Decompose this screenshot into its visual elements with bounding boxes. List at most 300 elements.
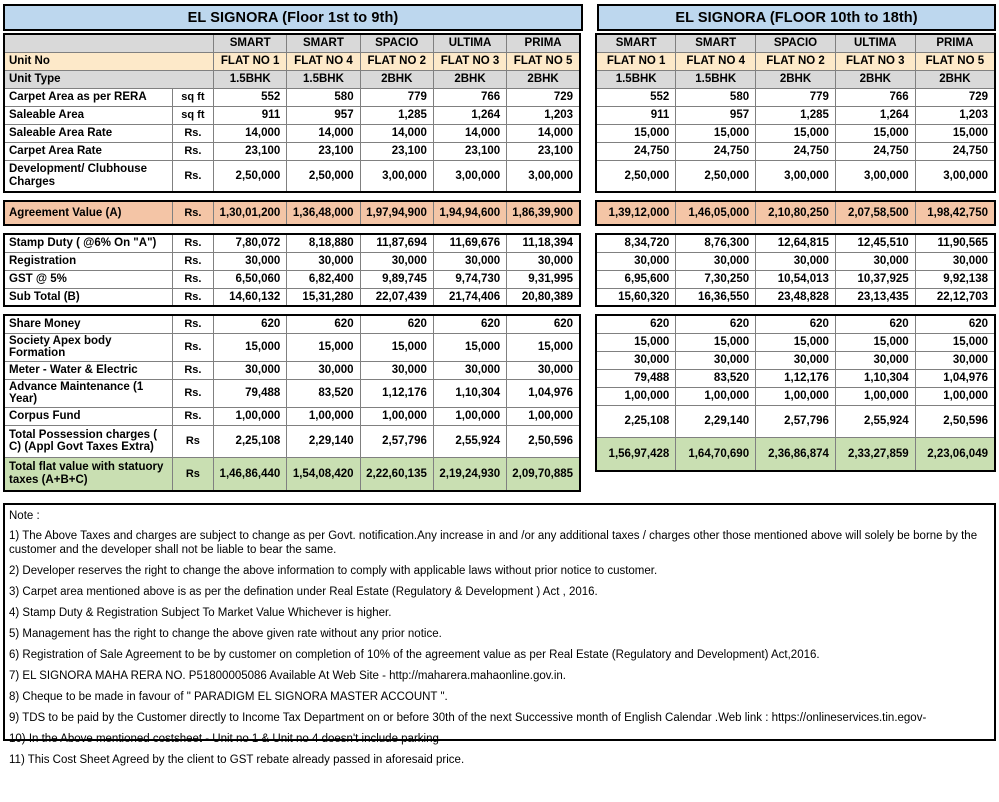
row-value: 2,22,60,135 bbox=[360, 457, 433, 491]
row-value: 2,10,80,250 bbox=[756, 201, 836, 225]
row-value: 3,00,000 bbox=[835, 160, 915, 192]
row-value: 1,285 bbox=[360, 106, 433, 124]
row-value: 580 bbox=[676, 88, 756, 106]
unit-type-cell: 1.5BHK bbox=[214, 70, 287, 88]
table-row bbox=[596, 142, 995, 160]
row-value: 14,60,132 bbox=[214, 288, 287, 306]
cost-tables bbox=[0, 33, 999, 492]
table-row bbox=[4, 379, 580, 407]
row-value: 30,000 bbox=[676, 252, 756, 270]
row-unit: Rs. bbox=[172, 333, 213, 361]
row-value: 1,264 bbox=[835, 106, 915, 124]
row-value: 1,00,000 bbox=[756, 387, 836, 405]
row-value: 2,57,796 bbox=[360, 425, 433, 457]
row-value: 10,37,925 bbox=[835, 270, 915, 288]
header-row-unit-no bbox=[596, 52, 995, 70]
row-label: Carpet Area Rate bbox=[4, 142, 172, 160]
note-item: 3) Carpet area mentioned above is as per the defination under Real Estate (Regulatory & Development ) Act , 2016. bbox=[9, 586, 598, 598]
row-value: 15,000 bbox=[756, 124, 836, 142]
note-item: 11) This Cost Sheet Agreed by the client to GST rebate already passed in aforesaid price. bbox=[9, 754, 465, 766]
row-total-possession bbox=[596, 405, 995, 437]
variant-cell: SPACIO bbox=[756, 34, 836, 52]
unit-type-label: Unit Type bbox=[4, 70, 214, 88]
row-value: 1,00,000 bbox=[214, 407, 287, 425]
unit-no-cell: FLAT NO 5 bbox=[915, 52, 995, 70]
row-value: 1,00,000 bbox=[676, 387, 756, 405]
row-value: 2,25,108 bbox=[214, 425, 287, 457]
row-value: 2,36,86,874 bbox=[756, 437, 836, 471]
row-value: 2,50,000 bbox=[287, 160, 360, 192]
row-label: Meter - Water & Electric bbox=[4, 361, 172, 379]
row-label: Carpet Area as per RERA bbox=[4, 88, 172, 106]
header-row-unit-no bbox=[4, 52, 580, 70]
row-unit: Rs. bbox=[172, 201, 213, 225]
row-value: 2,57,796 bbox=[756, 405, 836, 437]
row-value: 2,33,27,859 bbox=[835, 437, 915, 471]
row-value: 620 bbox=[507, 315, 580, 333]
row-agreement-value bbox=[596, 201, 995, 225]
note-item: 6) Registration of Sale Agreement to be by customer on completion of 10% of the agreement value as per Real Estate (Regulatory and Development) Act,2016. bbox=[9, 649, 820, 661]
row-value: 23,100 bbox=[507, 142, 580, 160]
row-value: 779 bbox=[756, 88, 836, 106]
table-row bbox=[4, 361, 580, 379]
row-value: 9,31,995 bbox=[507, 270, 580, 288]
row-value: 22,12,703 bbox=[915, 288, 995, 306]
row-value: 79,488 bbox=[596, 369, 676, 387]
row-value: 7,30,250 bbox=[676, 270, 756, 288]
row-value: 7,80,072 bbox=[214, 234, 287, 252]
row-value: 1,12,176 bbox=[756, 369, 836, 387]
row-value: 2,25,108 bbox=[596, 405, 676, 437]
row-value: 1,00,000 bbox=[596, 387, 676, 405]
row-value: 1,00,000 bbox=[915, 387, 995, 405]
row-value: 12,64,815 bbox=[756, 234, 836, 252]
row-value: 1,10,304 bbox=[433, 379, 506, 407]
row-value: 30,000 bbox=[596, 351, 676, 369]
header-row-unit-type bbox=[4, 70, 580, 88]
row-value: 1,64,70,690 bbox=[676, 437, 756, 471]
note-item: 2) Developer reserves the right to change the above information to comply with applicable laws without prior notice to customer. bbox=[9, 565, 658, 577]
row-value: 15,000 bbox=[915, 333, 995, 351]
row-value: 21,74,406 bbox=[433, 288, 506, 306]
row-value: 14,000 bbox=[433, 124, 506, 142]
variant-cell: SPACIO bbox=[360, 34, 433, 52]
row-value: 24,750 bbox=[915, 142, 995, 160]
section-spacer bbox=[4, 225, 580, 234]
row-value: 30,000 bbox=[915, 252, 995, 270]
row-value: 14,000 bbox=[507, 124, 580, 142]
header-row-unit-type bbox=[596, 70, 995, 88]
row-label: Corpus Fund bbox=[4, 407, 172, 425]
unit-no-cell: FLAT NO 4 bbox=[287, 52, 360, 70]
row-value: 30,000 bbox=[360, 361, 433, 379]
row-value: 6,95,600 bbox=[596, 270, 676, 288]
row-value: 23,100 bbox=[360, 142, 433, 160]
row-label: Development/ Clubhouse Charges bbox=[4, 160, 172, 192]
table-row bbox=[4, 124, 580, 142]
row-value: 8,18,880 bbox=[287, 234, 360, 252]
table-floor-1-to-9 bbox=[3, 33, 581, 492]
table-row bbox=[596, 387, 995, 405]
row-label: Total Possession charges ( C) (Appl Govt Taxes Extra) bbox=[4, 425, 172, 457]
row-value: 620 bbox=[596, 315, 676, 333]
row-value: 1,36,48,000 bbox=[287, 201, 360, 225]
row-value: 766 bbox=[433, 88, 506, 106]
row-value: 1,46,05,000 bbox=[676, 201, 756, 225]
row-value: 11,90,565 bbox=[915, 234, 995, 252]
row-value: 957 bbox=[287, 106, 360, 124]
row-label: Advance Maintenance (1 Year) bbox=[4, 379, 172, 407]
unit-no-cell: FLAT NO 1 bbox=[214, 52, 287, 70]
unit-type-cell: 2BHK bbox=[756, 70, 836, 88]
table-row bbox=[4, 142, 580, 160]
row-value: 552 bbox=[214, 88, 287, 106]
row-value: 15,31,280 bbox=[287, 288, 360, 306]
row-value: 580 bbox=[287, 88, 360, 106]
row-value: 1,264 bbox=[433, 106, 506, 124]
variant-cell: SMART bbox=[596, 34, 676, 52]
row-value: 30,000 bbox=[756, 252, 836, 270]
unit-no-cell: FLAT NO 2 bbox=[756, 52, 836, 70]
section-spacer bbox=[596, 225, 995, 234]
row-total-possession bbox=[4, 425, 580, 457]
unit-no-cell: FLAT NO 3 bbox=[433, 52, 506, 70]
note-item: 4) Stamp Duty & Registration Subject To Market Value Whichever is higher. bbox=[9, 607, 392, 619]
row-value: 1,30,01,200 bbox=[214, 201, 287, 225]
note-item: 5) Management has the right to change the above given rate without any prior notice. bbox=[9, 628, 442, 640]
table-row bbox=[596, 270, 995, 288]
row-value: 620 bbox=[360, 315, 433, 333]
row-value: 30,000 bbox=[433, 361, 506, 379]
row-value: 15,000 bbox=[287, 333, 360, 361]
row-value: 1,00,000 bbox=[507, 407, 580, 425]
row-value: 9,89,745 bbox=[360, 270, 433, 288]
row-value: 11,87,694 bbox=[360, 234, 433, 252]
row-value: 2,55,924 bbox=[835, 405, 915, 437]
row-value: 83,520 bbox=[676, 369, 756, 387]
row-value: 11,18,394 bbox=[507, 234, 580, 252]
section-spacer bbox=[596, 306, 995, 315]
row-value: 23,100 bbox=[433, 142, 506, 160]
header-row-variant bbox=[4, 34, 580, 52]
row-value: 22,07,439 bbox=[360, 288, 433, 306]
row-value: 83,520 bbox=[287, 379, 360, 407]
table-row bbox=[596, 106, 995, 124]
row-grand-total bbox=[596, 437, 995, 471]
row-label: Sub Total (B) bbox=[4, 288, 172, 306]
row-value: 957 bbox=[676, 106, 756, 124]
unit-type-cell: 2BHK bbox=[360, 70, 433, 88]
row-value: 15,000 bbox=[360, 333, 433, 361]
unit-type-cell: 1.5BHK bbox=[676, 70, 756, 88]
table-row bbox=[4, 270, 580, 288]
row-value: 30,000 bbox=[507, 361, 580, 379]
row-value: 729 bbox=[507, 88, 580, 106]
row-value: 15,000 bbox=[214, 333, 287, 361]
variant-cell: PRIMA bbox=[507, 34, 580, 52]
row-value: 15,000 bbox=[596, 333, 676, 351]
row-value: 30,000 bbox=[507, 252, 580, 270]
row-value: 620 bbox=[287, 315, 360, 333]
row-value: 1,285 bbox=[756, 106, 836, 124]
row-value: 24,750 bbox=[835, 142, 915, 160]
unit-type-cell: 2BHK bbox=[915, 70, 995, 88]
row-value: 15,000 bbox=[915, 124, 995, 142]
row-value: 1,10,304 bbox=[835, 369, 915, 387]
table-row bbox=[4, 315, 580, 333]
header-row-variant bbox=[596, 34, 995, 52]
row-value: 2,07,58,500 bbox=[835, 201, 915, 225]
notes-heading: Note : bbox=[9, 510, 40, 522]
row-value: 620 bbox=[433, 315, 506, 333]
row-value: 15,000 bbox=[433, 333, 506, 361]
row-value: 3,00,000 bbox=[756, 160, 836, 192]
row-value: 9,74,730 bbox=[433, 270, 506, 288]
unit-no-cell: FLAT NO 2 bbox=[360, 52, 433, 70]
table-row bbox=[4, 252, 580, 270]
row-unit: sq ft bbox=[172, 88, 213, 106]
row-value: 24,750 bbox=[676, 142, 756, 160]
note-item: 1) The Above Taxes and charges are subject to change as per Govt. notification.Any increase in and /or any additional taxes / charges other those mentioned above will solely be borne by the customer and the developer shall not be liable to bear the same. bbox=[9, 530, 978, 556]
variant-cell: ULTIMA bbox=[433, 34, 506, 52]
row-value: 2,50,000 bbox=[676, 160, 756, 192]
table-floor-10-to-18 bbox=[595, 33, 996, 472]
unit-type-cell: 1.5BHK bbox=[596, 70, 676, 88]
row-value: 15,000 bbox=[507, 333, 580, 361]
row-value: 6,50,060 bbox=[214, 270, 287, 288]
row-value: 2,50,596 bbox=[915, 405, 995, 437]
row-value: 30,000 bbox=[360, 252, 433, 270]
table-row bbox=[4, 160, 580, 192]
row-unit: Rs. bbox=[172, 234, 213, 252]
row-label: Saleable Area bbox=[4, 106, 172, 124]
variant-cell: SMART bbox=[676, 34, 756, 52]
row-value: 30,000 bbox=[214, 252, 287, 270]
variant-blank-cell bbox=[4, 34, 214, 52]
row-label: Society Apex body Formation bbox=[4, 333, 172, 361]
title-band bbox=[0, 0, 999, 33]
table-row bbox=[596, 160, 995, 192]
unit-type-cell: 2BHK bbox=[507, 70, 580, 88]
unit-no-cell: FLAT NO 1 bbox=[596, 52, 676, 70]
row-value: 620 bbox=[756, 315, 836, 333]
row-value: 14,000 bbox=[287, 124, 360, 142]
variant-cell: PRIMA bbox=[915, 34, 995, 52]
note-item: 10) In the Above mentioned costsheet - Unit no 1 & Unit no 4 doesn't include parking bbox=[9, 733, 439, 745]
unit-type-cell: 1.5BHK bbox=[287, 70, 360, 88]
table-row bbox=[4, 234, 580, 252]
row-unit: Rs. bbox=[172, 361, 213, 379]
row-value: 1,04,976 bbox=[915, 369, 995, 387]
row-value: 11,69,676 bbox=[433, 234, 506, 252]
row-unit: Rs. bbox=[172, 142, 213, 160]
row-value: 2,09,70,885 bbox=[507, 457, 580, 491]
row-value: 1,00,000 bbox=[287, 407, 360, 425]
row-label: GST @ 5% bbox=[4, 270, 172, 288]
row-value: 23,13,435 bbox=[835, 288, 915, 306]
row-value: 552 bbox=[596, 88, 676, 106]
row-value: 15,000 bbox=[596, 124, 676, 142]
table-row bbox=[596, 351, 995, 369]
row-unit: Rs. bbox=[172, 160, 213, 192]
table-row bbox=[596, 234, 995, 252]
row-value: 15,000 bbox=[835, 333, 915, 351]
row-value: 79,488 bbox=[214, 379, 287, 407]
row-value: 620 bbox=[676, 315, 756, 333]
row-value: 1,39,12,000 bbox=[596, 201, 676, 225]
row-value: 8,76,300 bbox=[676, 234, 756, 252]
row-unit: Rs. bbox=[172, 270, 213, 288]
row-value: 2,55,924 bbox=[433, 425, 506, 457]
row-label: Total flat value with statuory taxes (A+B+C) bbox=[4, 457, 172, 491]
row-value: 9,92,138 bbox=[915, 270, 995, 288]
title-right-tower: EL SIGNORA (FLOOR 10th to 18th) bbox=[597, 4, 996, 31]
row-value: 15,000 bbox=[835, 124, 915, 142]
table-row bbox=[4, 333, 580, 361]
row-value: 1,04,976 bbox=[507, 379, 580, 407]
row-value: 1,94,94,600 bbox=[433, 201, 506, 225]
row-value: 24,750 bbox=[596, 142, 676, 160]
table-row bbox=[4, 407, 580, 425]
row-value: 30,000 bbox=[756, 351, 836, 369]
row-value: 620 bbox=[915, 315, 995, 333]
row-label: Registration bbox=[4, 252, 172, 270]
row-value: 16,36,550 bbox=[676, 288, 756, 306]
variant-cell: SMART bbox=[214, 34, 287, 52]
unit-no-label: Unit No bbox=[4, 52, 214, 70]
notes-section bbox=[3, 503, 996, 766]
row-value: 1,56,97,428 bbox=[596, 437, 676, 471]
unit-no-cell: FLAT NO 4 bbox=[676, 52, 756, 70]
note-item: 9) TDS to be paid by the Customer directly to Income Tax Department on or before 30th of the next Successive month of English Calendar .Web link : https://onlineservices.tin.egov- bbox=[9, 712, 927, 724]
row-value: 1,12,176 bbox=[360, 379, 433, 407]
row-unit: Rs. bbox=[172, 315, 213, 333]
row-value: 30,000 bbox=[214, 361, 287, 379]
table-row bbox=[4, 288, 580, 306]
row-value: 30,000 bbox=[835, 252, 915, 270]
row-value: 30,000 bbox=[835, 351, 915, 369]
row-unit: Rs bbox=[172, 457, 213, 491]
row-value: 30,000 bbox=[287, 361, 360, 379]
table-row bbox=[596, 315, 995, 333]
row-unit: Rs. bbox=[172, 288, 213, 306]
row-value: 1,86,39,900 bbox=[507, 201, 580, 225]
variant-cell: SMART bbox=[287, 34, 360, 52]
row-value: 15,000 bbox=[756, 333, 836, 351]
row-value: 15,000 bbox=[676, 124, 756, 142]
row-value: 2,50,000 bbox=[214, 160, 287, 192]
row-unit: Rs bbox=[172, 425, 213, 457]
note-item: 7) EL SIGNORA MAHA RERA NO. P51800005086 Available At Web Site - http://maharera.mahaonline.gov.in. bbox=[9, 670, 566, 682]
row-value: 20,80,389 bbox=[507, 288, 580, 306]
row-value: 23,100 bbox=[287, 142, 360, 160]
section-spacer bbox=[4, 192, 580, 201]
row-value: 1,54,08,420 bbox=[287, 457, 360, 491]
unit-type-cell: 2BHK bbox=[433, 70, 506, 88]
row-value: 2,29,140 bbox=[676, 405, 756, 437]
row-unit: Rs. bbox=[172, 252, 213, 270]
unit-no-cell: FLAT NO 5 bbox=[507, 52, 580, 70]
row-label: Agreement Value (A) bbox=[4, 201, 172, 225]
row-value: 1,97,94,900 bbox=[360, 201, 433, 225]
title-left-tower: EL SIGNORA (Floor 1st to 9th) bbox=[3, 4, 583, 31]
row-value: 30,000 bbox=[676, 351, 756, 369]
row-value: 766 bbox=[835, 88, 915, 106]
row-unit: sq ft bbox=[172, 106, 213, 124]
row-value: 3,00,000 bbox=[433, 160, 506, 192]
row-value: 1,98,42,750 bbox=[915, 201, 995, 225]
row-value: 779 bbox=[360, 88, 433, 106]
row-value: 30,000 bbox=[287, 252, 360, 270]
row-value: 1,00,000 bbox=[835, 387, 915, 405]
row-value: 2,19,24,930 bbox=[433, 457, 506, 491]
row-value: 24,750 bbox=[756, 142, 836, 160]
row-value: 1,203 bbox=[915, 106, 995, 124]
row-value: 2,50,596 bbox=[507, 425, 580, 457]
row-value: 620 bbox=[835, 315, 915, 333]
row-value: 3,00,000 bbox=[915, 160, 995, 192]
variant-cell: ULTIMA bbox=[835, 34, 915, 52]
table-row bbox=[596, 288, 995, 306]
section-spacer bbox=[596, 192, 995, 201]
row-value: 12,45,510 bbox=[835, 234, 915, 252]
row-value: 911 bbox=[596, 106, 676, 124]
section-spacer bbox=[4, 306, 580, 315]
row-value: 729 bbox=[915, 88, 995, 106]
row-value: 23,100 bbox=[214, 142, 287, 160]
row-value: 23,48,828 bbox=[756, 288, 836, 306]
row-value: 30,000 bbox=[915, 351, 995, 369]
row-value: 911 bbox=[214, 106, 287, 124]
row-value: 8,34,720 bbox=[596, 234, 676, 252]
row-unit: Rs. bbox=[172, 379, 213, 407]
row-value: 1,00,000 bbox=[360, 407, 433, 425]
row-value: 3,00,000 bbox=[507, 160, 580, 192]
row-value: 1,203 bbox=[507, 106, 580, 124]
row-value: 14,000 bbox=[360, 124, 433, 142]
row-unit: Rs. bbox=[172, 407, 213, 425]
table-row bbox=[596, 124, 995, 142]
row-value: 30,000 bbox=[433, 252, 506, 270]
table-row bbox=[596, 333, 995, 351]
row-value: 3,00,000 bbox=[360, 160, 433, 192]
unit-type-cell: 2BHK bbox=[835, 70, 915, 88]
row-value: 30,000 bbox=[596, 252, 676, 270]
row-value: 14,000 bbox=[214, 124, 287, 142]
row-value: 1,00,000 bbox=[433, 407, 506, 425]
table-row bbox=[596, 369, 995, 387]
row-unit: Rs. bbox=[172, 124, 213, 142]
unit-no-cell: FLAT NO 3 bbox=[835, 52, 915, 70]
row-grand-total bbox=[4, 457, 580, 491]
table-row bbox=[4, 88, 580, 106]
note-item: 8) Cheque to be made in favour of " PARADIGM EL SIGNORA MASTER ACCOUNT ". bbox=[9, 691, 448, 703]
row-value: 15,000 bbox=[676, 333, 756, 351]
row-value: 10,54,013 bbox=[756, 270, 836, 288]
row-label: Saleable Area Rate bbox=[4, 124, 172, 142]
table-row bbox=[596, 252, 995, 270]
row-agreement-value bbox=[4, 201, 580, 225]
row-value: 15,60,320 bbox=[596, 288, 676, 306]
row-value: 6,82,400 bbox=[287, 270, 360, 288]
row-label: Stamp Duty ( @6% On "A") bbox=[4, 234, 172, 252]
table-row bbox=[4, 106, 580, 124]
row-value: 2,23,06,049 bbox=[915, 437, 995, 471]
row-label: Share Money bbox=[4, 315, 172, 333]
row-value: 1,46,86,440 bbox=[214, 457, 287, 491]
row-value: 2,50,000 bbox=[596, 160, 676, 192]
table-row bbox=[596, 88, 995, 106]
